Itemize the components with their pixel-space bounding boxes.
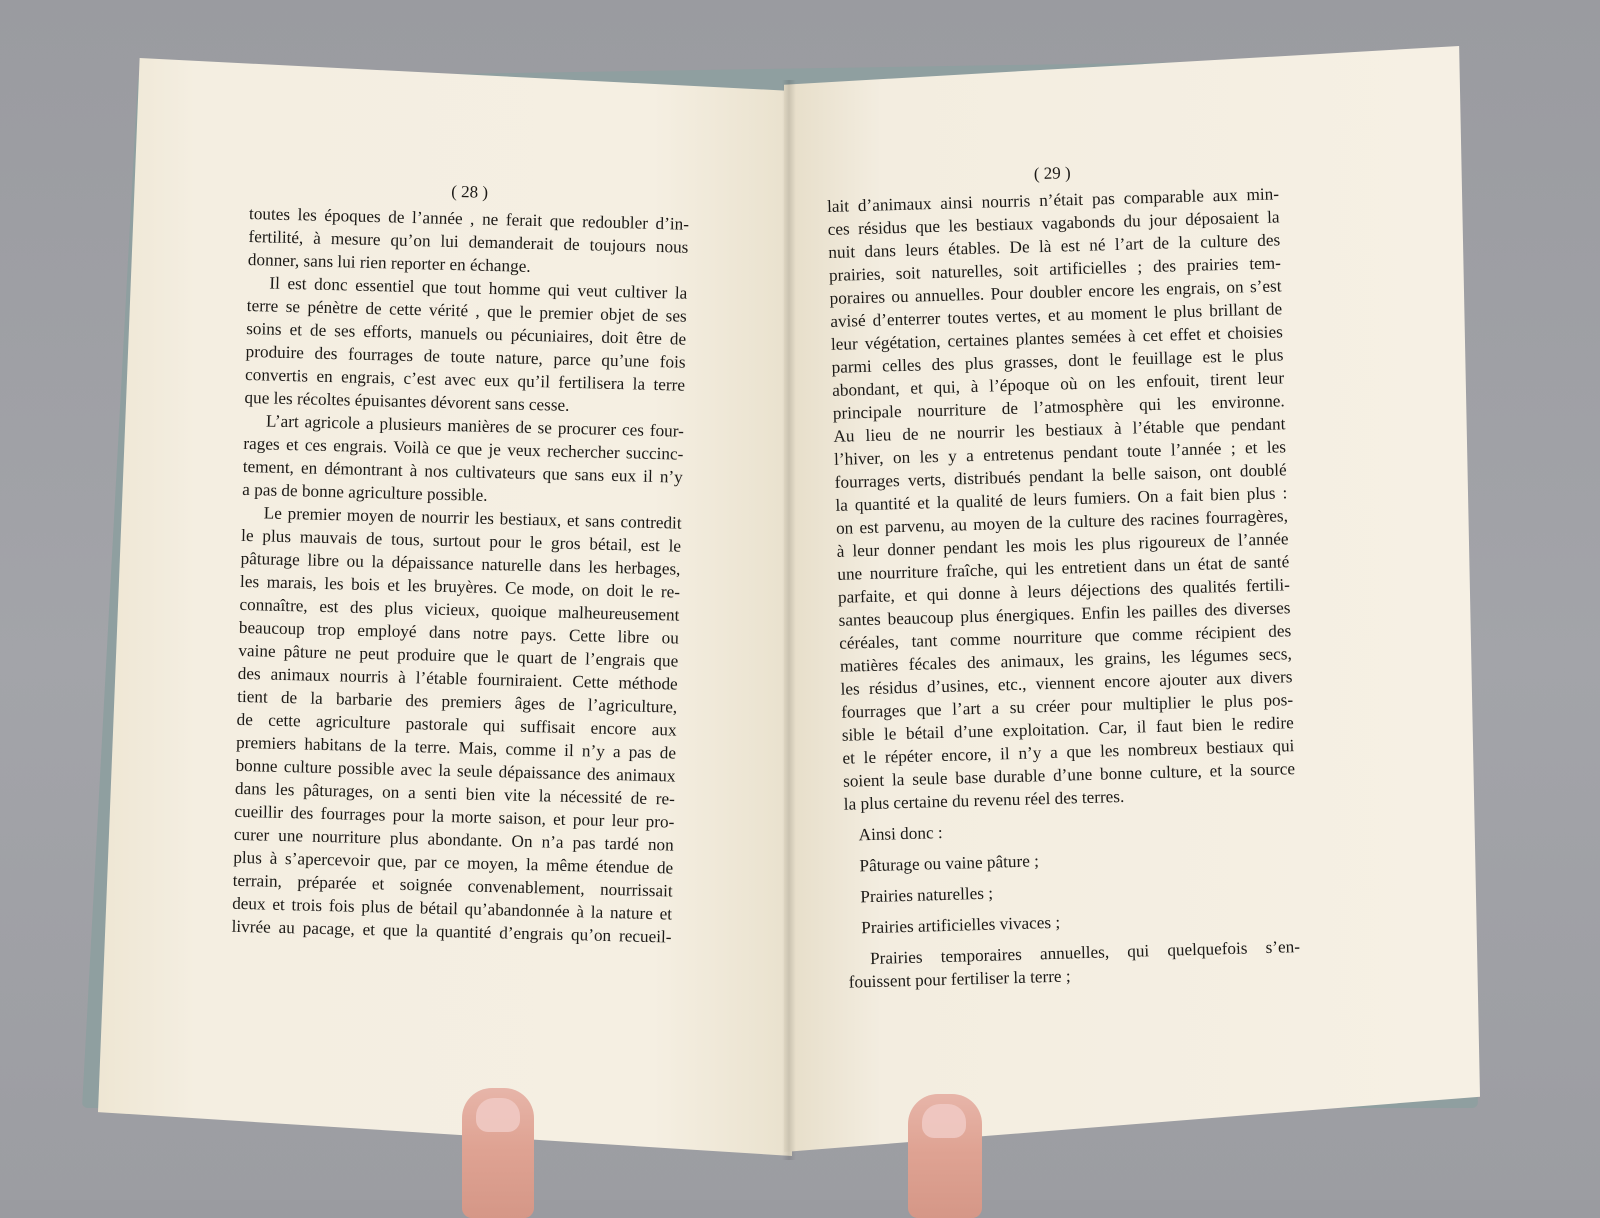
text-line: cueillir des fourrages pour la morte saison, et pour leur pro-	[234, 801, 675, 832]
text-line: bonne culture possible avec la seule dépaissance des animaux	[235, 755, 676, 786]
text-line: deux et trois fois plus de bétail qu’abandonnée à la nature et	[231, 893, 673, 924]
left-page-number: ( 28 )	[451, 181, 489, 202]
right-page-text	[826, 155, 1301, 993]
right-page-number: ( 29 )	[1033, 163, 1071, 184]
text-line: Il est donc essentiel que tout homme qui veut cultiver la	[269, 273, 688, 303]
left-page-text	[231, 175, 690, 949]
text-line: beaucoup trop employé dans notre pays. Cette libre ou	[238, 617, 680, 648]
text-line: l’hiver, on les y a entretenus pendant toute l’année ; et les	[833, 437, 1287, 469]
text-line: leur végétation, certaines plantes semées à cet effet et choisies	[830, 322, 1284, 354]
text-line: fouissent pour fertiliser la terre ;	[848, 966, 1071, 992]
left-thumb	[462, 1088, 534, 1218]
text-line: plus à s’apercevoir que, par ce moyen, la même étendue de	[233, 847, 674, 878]
text-line: fertilité, à mesure qu’on lui demanderait de toujours nous	[248, 226, 689, 257]
thumbnail-nail	[922, 1104, 966, 1138]
text-line: fourrages verts, distribués pendant la belle saison, ont doublé	[834, 460, 1287, 492]
text-line: à leur donner pendant les mois les plus rigoureux de l’année	[836, 529, 1289, 561]
text-line: Le premier moyen de nourrir les bestiaux, et sans contredit	[263, 503, 682, 533]
text-line: on est parvenu, au moyen de la culture des racines fourragères,	[835, 506, 1289, 538]
text-line: Au lieu de ne nourrir les bestiaux à l’étable que pendant	[833, 414, 1286, 446]
text-line: curer une nourriture plus abondante. On n’a pas tardé non	[233, 824, 674, 855]
text-line: la plus certaine du revenu réel des terres.	[843, 786, 1125, 814]
text-line: toutes les époques de l’année , ne ferait que redoubler d’in-	[248, 203, 690, 234]
text-line: et le répéter encore, il n’y a que les nombreux bestiaux qui	[842, 736, 1295, 768]
text-line: soins et de ses efforts, manuels ou pécuniaires, doit être de	[246, 318, 687, 349]
text-line: rages et ces engrais. Voilà ce que je veux rechercher succinc-	[243, 433, 684, 464]
text-line: parmi celles des plus grasses, dont le feuillage est le plus	[831, 345, 1284, 377]
text-line: abondant, et qui, à l’époque où on les enfouit, tirent leur	[831, 368, 1285, 400]
text-line: donner, sans lui rien reporter en échange.	[247, 249, 531, 276]
text-line: des animaux nourris à l’étable fourniraient. Cette méthode	[237, 663, 678, 694]
text-line: la quantité et la qualité de leurs fumiers. On a fait bien plus :	[835, 483, 1288, 515]
text-line: dans les pâturages, on a senti bien vite la nécessité de re-	[234, 778, 676, 809]
right-page-lines	[827, 182, 1296, 815]
text-line: prairies, soit naturelles, soit artificielles ; des prairies tem-	[828, 253, 1282, 285]
text-line: pâturage libre ou la dépaissance naturelle dans les herbages,	[240, 548, 681, 579]
list-item: Prairies artificielles vivaces ;	[860, 912, 1061, 938]
text-line: connaître, est des plus vicieux, quoique malheureusement	[239, 594, 680, 625]
text-line: vaine pâture ne peut produire que le quart de l’engrais que	[238, 640, 679, 671]
book-gutter	[782, 80, 796, 1160]
text-line: L’art agricole a plusieurs manières de se procurer ces four-	[265, 411, 685, 441]
text-line: une nourriture fraîche, qui les entretient dans un état de santé	[837, 552, 1290, 584]
text-line: terrain, préparée et soignée convenablement, nourrissait	[232, 870, 673, 901]
text-line: Prairies temporaires annuelles, qui quelquefois s’en-	[869, 937, 1301, 969]
text-line: fourrages que l’art a su créer pour multiplier le plus pos-	[840, 690, 1294, 722]
text-line: livrée au pacage, et que la quantité d’engrais qu’on recueil-	[231, 916, 672, 947]
text-line: céréales, tant comme nourriture que comme récipient des	[839, 621, 1292, 653]
text-line: avisé d’enterrer toutes vertes, et au moment le plus brillant de	[830, 299, 1283, 331]
text-line: santes beaucoup plus énergiques. Enfin les pailles des diverses	[838, 598, 1291, 630]
text-line: ces résidus que les bestiaux vagabonds du jour déposaient la	[827, 207, 1280, 239]
text-line: a pas de bonne agriculture possible.	[242, 479, 488, 505]
text-line: produire des fourrages de toute nature, parce qu’une fois	[245, 341, 686, 372]
list-item: Pâturage ou vaine pâture ;	[859, 851, 1040, 876]
text-line: que les récoltes épuisantes dévorent sans cesse.	[244, 387, 570, 415]
list-item: Prairies naturelles ;	[860, 883, 994, 907]
text-line: terre se pénètre de cette vérité , que le premier objet de ses	[246, 295, 687, 326]
text-line: poraires ou annuelles. Pour doubler encore les engrais, on s’est	[829, 276, 1282, 308]
right-thumb	[908, 1094, 982, 1218]
left-page-lines	[231, 202, 689, 949]
text-line: principale nourriture de l’atmosphère qui les environne.	[832, 391, 1285, 423]
text-line: tement, en démontrant à nos cultivateurs que sans eux il n’y	[242, 456, 683, 487]
text-line: tient de la barbarie des premiers âges de l’agriculture,	[237, 686, 678, 717]
text-line: de cette agriculture pastorale qui suffisait encore aux	[236, 709, 677, 740]
text-line: premiers habitans de la terre. Mais, comme il n’y a pas de	[235, 732, 677, 763]
text-line: les résidus d’usines, etc., viennent encore ajouter aux divers	[840, 667, 1293, 699]
list-intro: Ainsi donc :	[858, 823, 943, 845]
text-line: sible le bétail d’une exploitation. Car, il faut bien le redire	[841, 713, 1294, 745]
text-line: lait d’animaux ainsi nourris n’était pas comparable aux min-	[826, 184, 1280, 216]
text-line: parfaite, et qui donne à leurs déjections des qualités fertili-	[837, 575, 1291, 607]
text-line: le plus mauvais de tous, surtout pour le gros bétail, est le	[240, 525, 682, 556]
text-line: nuit dans leurs étables. De là est né l’art de la culture des	[828, 230, 1281, 262]
text-line: les marais, les bois et les bruyères. Ce mode, on doit le re-	[239, 571, 681, 602]
text-line: matières fécales des animaux, les grains, les légumes secs,	[839, 644, 1293, 676]
thumbnail-nail	[476, 1098, 520, 1132]
text-line: soient la seule base durable d’une bonne culture, et la source	[842, 759, 1296, 791]
text-line: convertis en engrais, c’est avec eux qu’il fertilisera la terre	[244, 364, 686, 395]
